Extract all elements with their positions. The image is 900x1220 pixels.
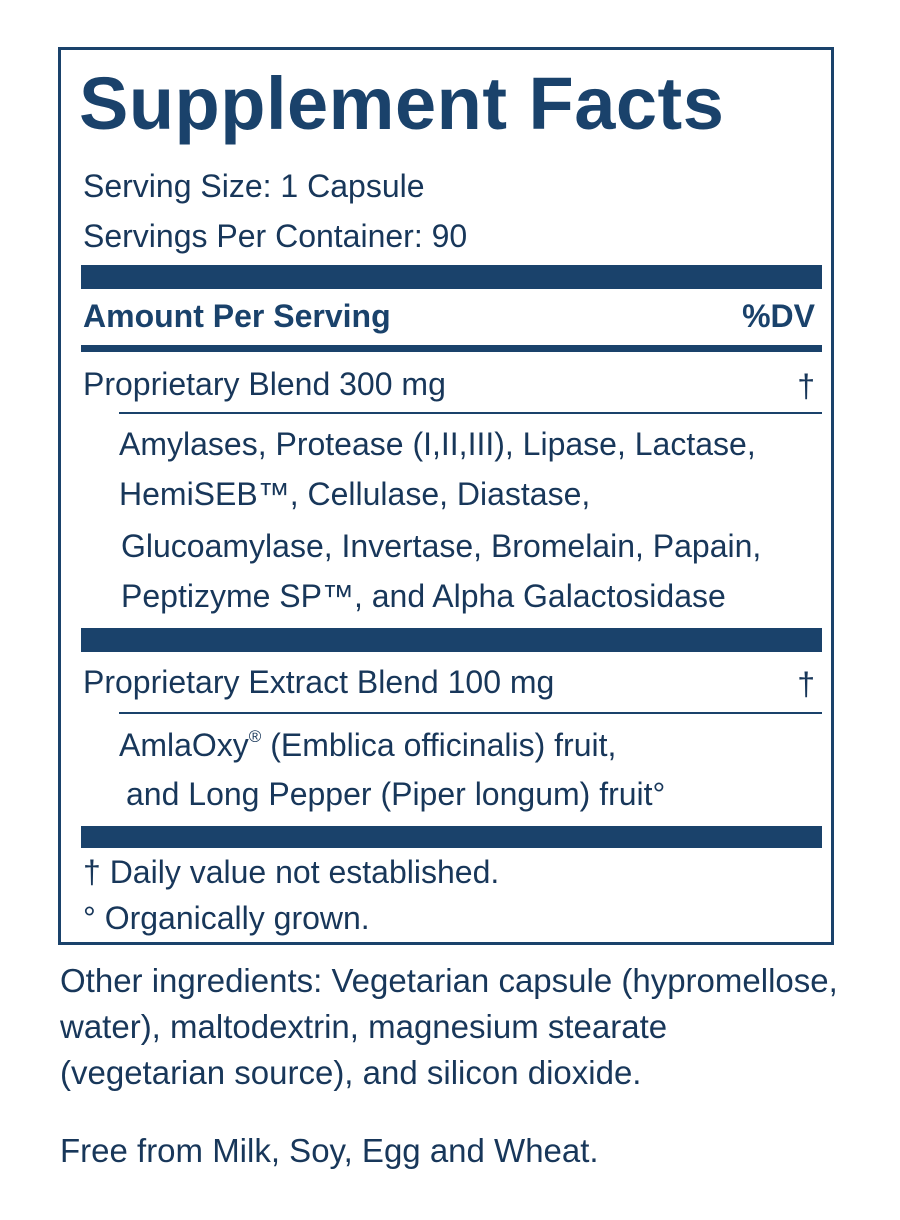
other-ingredients-line: Other ingredients: Vegetarian capsule (hypromellose, xyxy=(60,962,838,999)
blend1-rule xyxy=(119,412,822,414)
allergen-statement: Free from Milk, Soy, Egg and Wheat. xyxy=(60,1132,599,1169)
supplement-facts-panel xyxy=(58,47,834,945)
medium-divider xyxy=(81,345,822,352)
footnote-dv: † Daily value not established. xyxy=(83,854,500,890)
blend1-name: Proprietary Blend 300 mg xyxy=(83,366,446,402)
blend2-rule xyxy=(119,712,822,714)
other-ingredients xyxy=(60,958,838,1096)
blend2-ingredient-line xyxy=(119,728,616,761)
registered-mark: ® xyxy=(248,727,262,746)
blend2-dv: † xyxy=(797,666,815,702)
blend1-ingredient-line: Peptizyme SP™, and Alpha Galactosidase xyxy=(121,578,726,614)
blend2-name: Proprietary Extract Blend 100 mg xyxy=(83,664,555,700)
amlaoxy-name: AmlaOxy xyxy=(119,727,249,763)
amlaoxy-rest: (Emblica officinalis) fruit, xyxy=(261,727,617,763)
blend1-dv: † xyxy=(797,368,815,404)
blend2-ingredient-line: and Long Pepper (Piper longum) fruit° xyxy=(126,776,666,812)
dv-header: %DV xyxy=(742,298,815,334)
blend1-ingredient-line: HemiSEB™, Cellulase, Diastase, xyxy=(119,476,591,512)
amount-per-serving-header: Amount Per Serving xyxy=(83,298,391,334)
thick-divider-top xyxy=(81,265,822,289)
thick-divider-bottom xyxy=(81,826,822,848)
panel-title: Supplement Facts xyxy=(79,62,725,145)
serving-size: Serving Size: 1 Capsule xyxy=(83,168,425,204)
other-ingredients-line: water), maltodextrin, magnesium stearate xyxy=(60,1008,668,1045)
footnote-organic: ° Organically grown. xyxy=(83,900,370,936)
blend1-ingredient-line: Amylases, Protease (I,II,III), Lipase, Lactase, xyxy=(119,426,756,462)
blend1-ingredient-line: Glucoamylase, Invertase, Bromelain, Papain, xyxy=(121,528,762,564)
servings-per-container: Servings Per Container: 90 xyxy=(83,218,468,254)
other-ingredients-line: (vegetarian source), and silicon dioxide. xyxy=(60,1054,642,1091)
thick-divider-middle xyxy=(81,628,822,652)
